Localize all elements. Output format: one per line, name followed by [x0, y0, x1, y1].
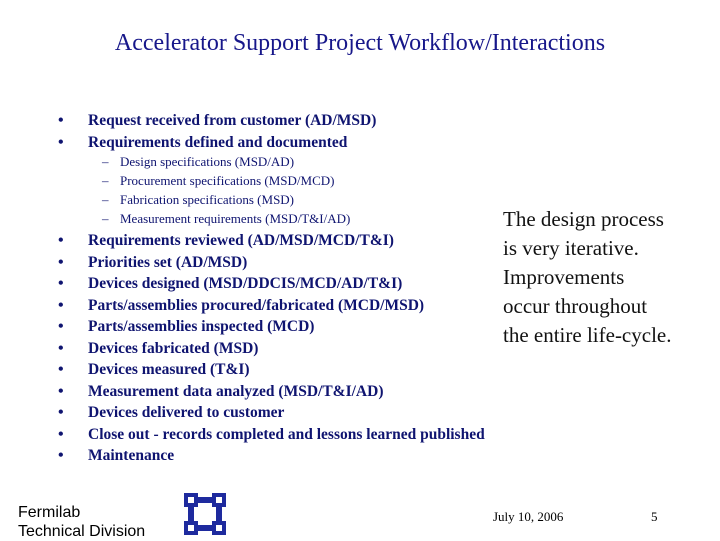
- footer-date: July 10, 2006: [493, 509, 564, 524]
- bullet-text: Maintenance: [88, 447, 175, 464]
- sub-item-text: Design specifications (MSD/AD): [120, 154, 295, 169]
- bullet-icon: •: [58, 275, 64, 292]
- callout-line: The design process: [503, 207, 664, 231]
- bullet-text: Devices delivered to customer: [88, 404, 285, 421]
- bullet-text: Parts/assemblies inspected (MCD): [88, 318, 315, 335]
- callout-line: is very iterative.: [503, 236, 639, 260]
- bullet-icon: •: [58, 361, 64, 378]
- iterative-process-callout: [503, 205, 718, 350]
- bullet-icon: •: [58, 447, 64, 464]
- bullet-icon: •: [58, 232, 64, 249]
- dash-icon: –: [102, 173, 109, 188]
- sub-item-text: Measurement requirements (MSD/T&I/AD): [120, 211, 351, 226]
- fermilab-logo-icon: [184, 493, 226, 535]
- bullet-text: Requirements defined and documented: [88, 134, 348, 151]
- bullet-icon: •: [58, 382, 64, 400]
- bullet-icon: •: [58, 253, 64, 271]
- bullet-icon: •: [58, 296, 64, 314]
- bullet-text: Parts/assemblies procured/fabricated (MCD/MSD): [88, 296, 425, 314]
- dash-icon: –: [102, 192, 109, 207]
- footer-organization: [18, 503, 145, 541]
- bullet-text: Devices fabricated (MSD): [88, 339, 259, 357]
- dash-icon: –: [102, 154, 109, 169]
- bullet-icon: •: [58, 134, 64, 151]
- callout-line: Improvements: [503, 265, 625, 289]
- bullet-icon: •: [58, 425, 64, 443]
- bullet-text: Measurement data analyzed (MSD/T&I/AD): [88, 382, 384, 400]
- callout-line: the entire life-cycle.: [503, 323, 672, 347]
- bullet-text: Devices measured (T&I): [88, 361, 250, 378]
- page-number: 5: [651, 509, 658, 524]
- bullet-text: Request received from customer (AD/MSD): [88, 112, 377, 129]
- callout-line: occur throughout: [503, 294, 648, 318]
- bullet-text: Close out - records completed and lessons learned published: [88, 425, 485, 443]
- bullet-icon: •: [58, 404, 64, 421]
- bullet-text: Devices designed (MSD/DDCIS/MCD/AD/T&I): [88, 275, 403, 292]
- sub-item-text: Fabrication specifications (MSD): [120, 192, 295, 207]
- bullet-icon: •: [58, 339, 64, 357]
- sub-item-text: Procurement specifications (MSD/MCD): [120, 173, 335, 188]
- footer-org-line: Fermilab: [18, 504, 81, 521]
- bullet-icon: •: [58, 318, 64, 335]
- bullet-icon: •: [58, 112, 64, 129]
- bullet-text: Priorities set (AD/MSD): [88, 253, 248, 271]
- footer-org-line: Technical Division: [18, 523, 146, 540]
- slide-title: Accelerator Support Project Workflow/Interactions: [114, 30, 606, 56]
- dash-icon: –: [102, 211, 109, 226]
- bullet-text: Requirements reviewed (AD/MSD/MCD/T&I): [88, 232, 394, 249]
